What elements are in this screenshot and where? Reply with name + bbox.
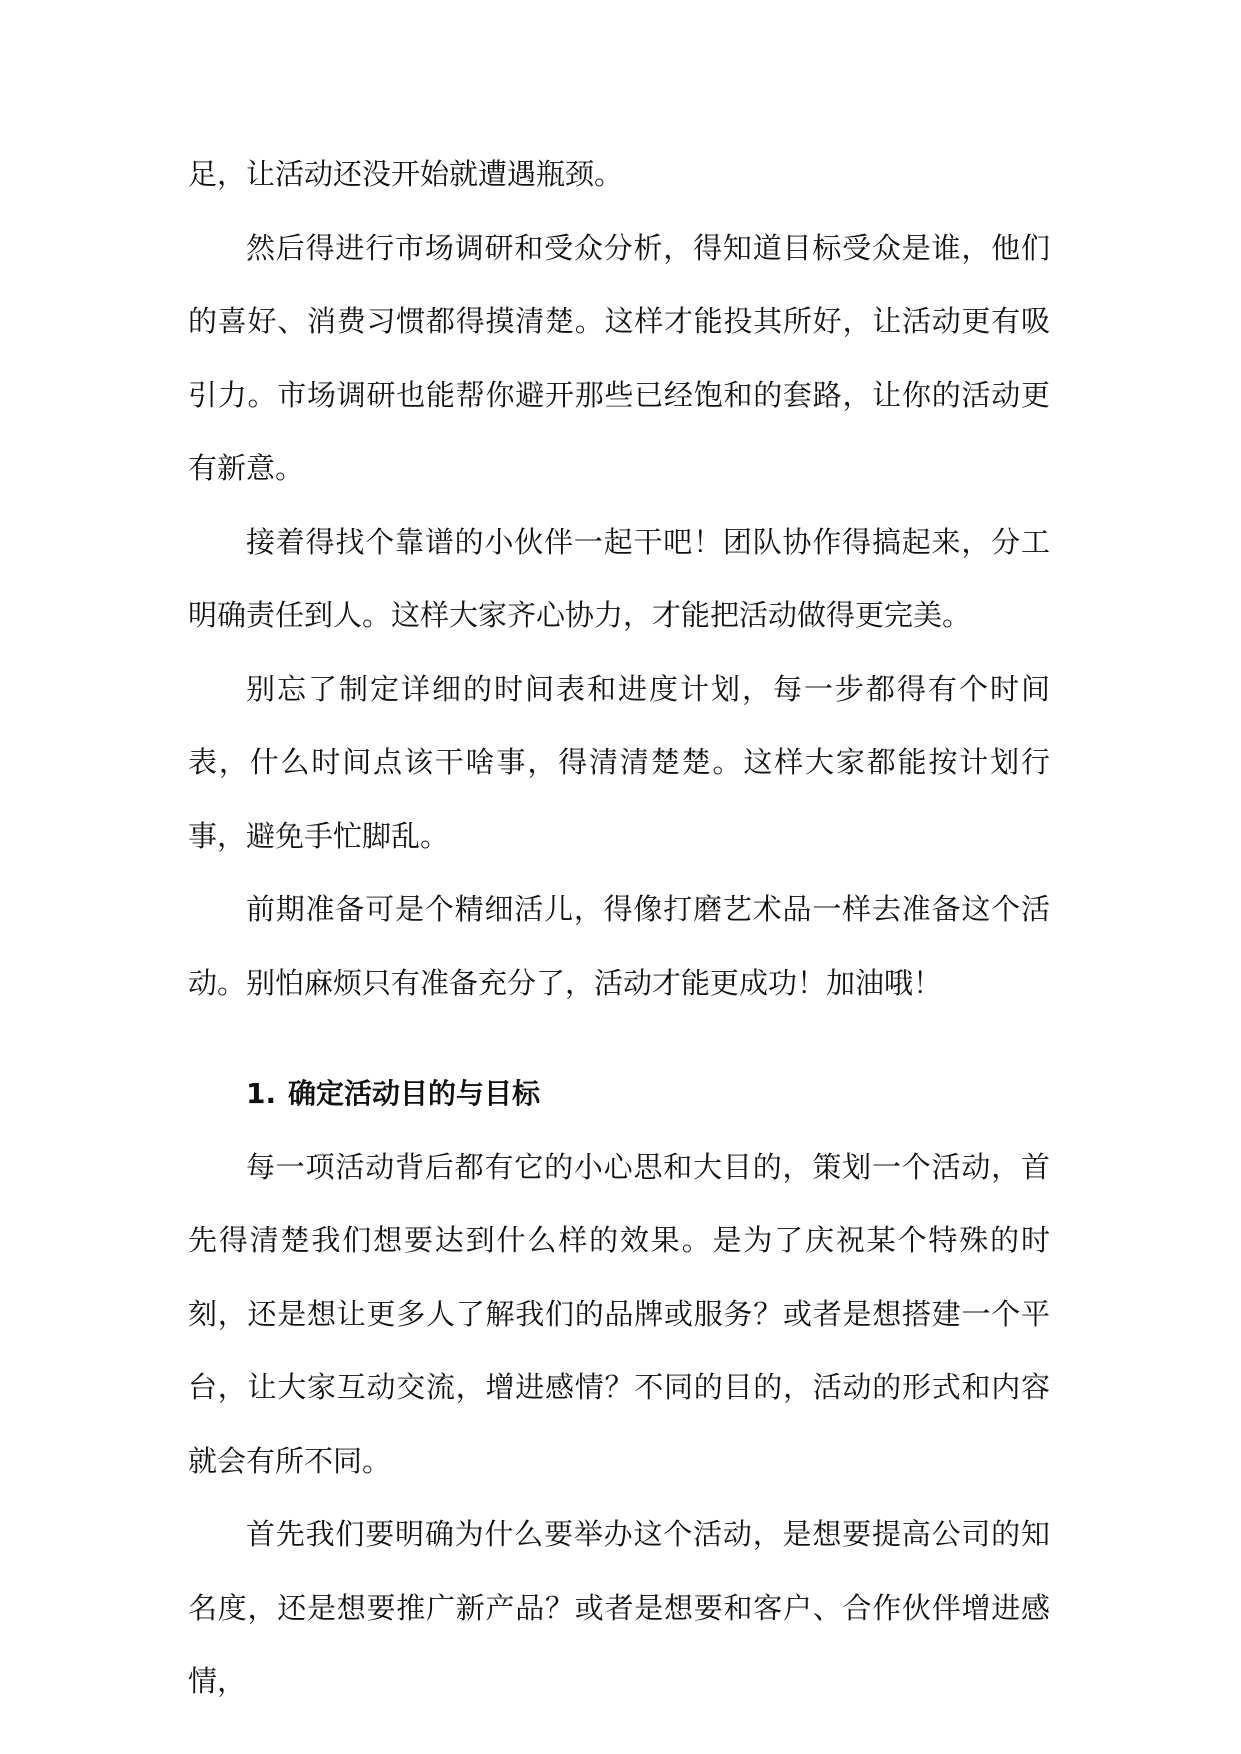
paragraph-preparation: 前期准备可是个精细活儿，得像打磨艺术品一样去准备这个活动。别怕麻烦只有准备充分了，活动才能更成功！加油哦！ (188, 892, 1050, 1000)
section-heading (188, 1057, 1050, 1131)
document-body (188, 138, 1050, 1719)
section-title: 确定活动目的与目标 (288, 1077, 541, 1110)
paragraph-activity-purpose: 每一项活动背后都有它的小心思和大目的，策划一个活动，首先得清楚我们想要达到什么样的效果。是为了庆祝某个特殊的时刻，还是想让更多人了解我们的品牌或服务？或者是想搭建一个平台，让大家互动交流，增进感情？不同的目的，活动的形式和内容就会有所不同。 (188, 1149, 1050, 1478)
paragraph-market-research: 然后得进行市场调研和受众分析，得知道目标受众是谁，他们的喜好、消费习惯都得摸清楚。这样才能投其所好，让活动更有吸引力。市场调研也能帮你避开那些已经饱和的套路，让你的活动更有新意。 (188, 230, 1050, 485)
paragraph-team-collaboration: 接着得找个靠谱的小伙伴一起干吧！团队协作得搞起来，分工明确责任到人。这样大家齐心协力，才能把活动做得更完美。 (188, 524, 1050, 632)
paragraph-continuation: 足，让活动还没开始就遭遇瓶颈。 (188, 157, 624, 191)
section-number: 1. (246, 1077, 277, 1110)
paragraph-schedule: 别忘了制定详细的时间表和进度计划，每一步都得有个时间表，什么时间点该干啥事，得清清楚楚。这样大家都能按计划行事，避免手忙脚乱。 (188, 671, 1050, 853)
paragraph-clarify-goal: 首先我们要明确为什么要举办这个活动，是想要提高公司的知名度，还是想要推广新产品？或者是想要和客户、合作伙伴增进感情， (188, 1517, 1050, 1698)
